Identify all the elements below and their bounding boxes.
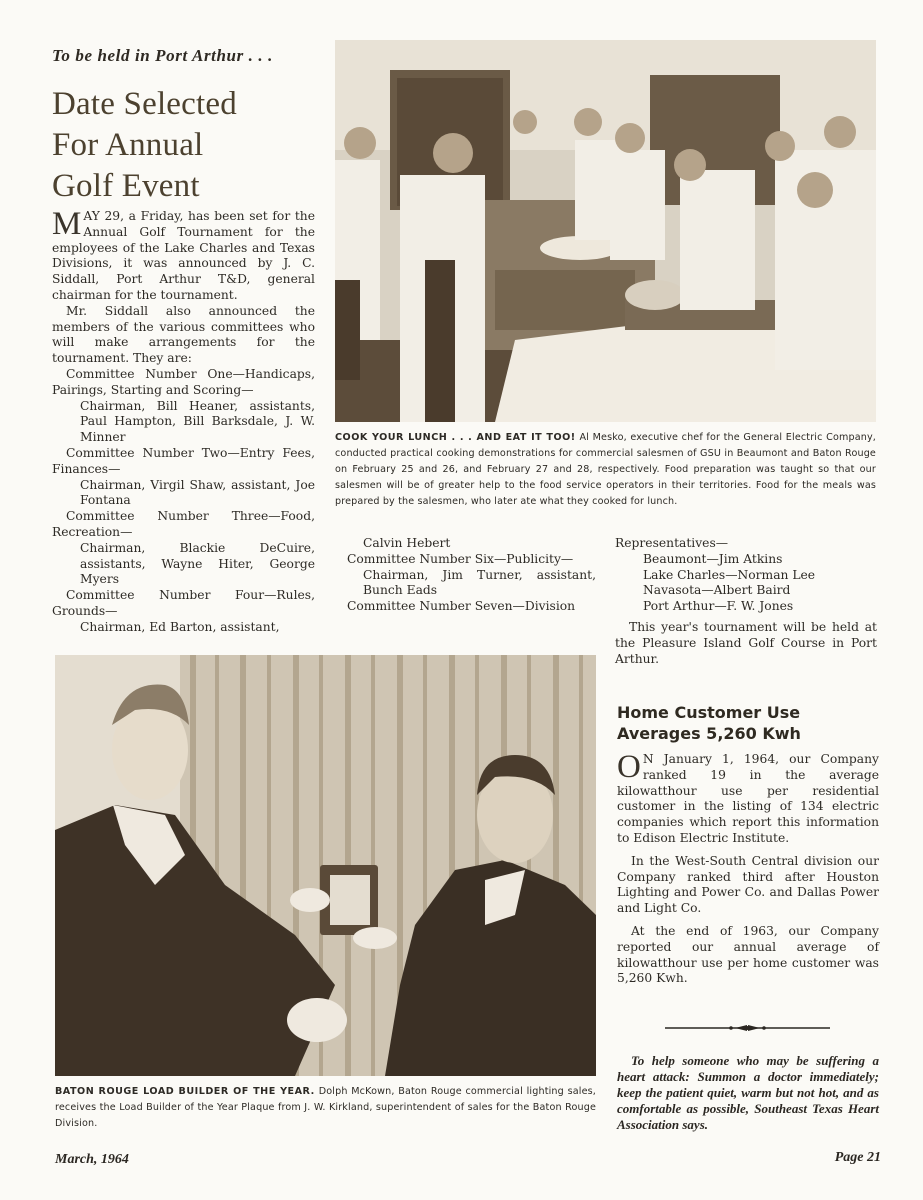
- committee-members: Chairman, Bill Heaner, assistants, Paul Hampton, Bill Barksdale, J. W. Minner: [80, 398, 315, 445]
- golf-article-column-2: [347, 536, 596, 615]
- committee-members: Calvin Hebert: [363, 536, 451, 550]
- committee-title: Committee Number Two—Entry Fees, Finances—: [52, 445, 315, 476]
- drop-cap: O: [617, 749, 641, 785]
- golf-article-column-3: [615, 536, 877, 667]
- caption-text: Al Mesko, executive chef for the General Electric Company, conducted practical cooking demonstrations for commercial salesmen of GSU in Beaumont and Baton Rouge on February 25 and 26, and February 27 and 28, respectively. Food preparation was taught so that our salesmen will be of greater help to the food service operators in their territories. Food for the meals was prepared by the salesmen, who later ate what they cooked for lunch.: [335, 432, 876, 507]
- page-number: Page 21: [834, 1150, 881, 1165]
- lead-paragraph: O N January 1, 1964, our Company ranked 19 in the average kilowatthour use per residential customer in the listing of 134 electric companies which report this information to Edison Electric Institute.: [617, 749, 879, 845]
- committee-title: Committee Number Six—Publicity—: [347, 551, 574, 566]
- cooking-demo-photo: [335, 40, 876, 422]
- caption-text: Dolph McKown, Baton Rouge commercial lighting sales, receives the Load Builder of the Year Plaque from J. W. Kirkland, superintendent of sales for the Baton Rouge Division.: [55, 1086, 596, 1129]
- committee-members: Chairman, Blackie DeCuire, assistants, Wayne Hiter, George Myers: [80, 540, 315, 587]
- lead-paragraph: MAY 29, a Friday, has been set for the Annual Golf Tournament for the employees of the Lake Charles and Texas Divisions, it was announced by J. C. Siddall, Port Arthur T&D, general chairman for the tournament.: [52, 206, 315, 302]
- paragraph: At the end of 1963, our Company reported our annual average of kilowatthour use per home customer was 5,260 Kwh.: [617, 923, 879, 986]
- kwh-article-headline: Home Customer Use Averages 5,260 Kwh: [617, 703, 801, 743]
- drop-cap: M: [52, 206, 82, 242]
- committee-title: Committee Number One—Handicaps, Pairings, Starting and Scoring—: [52, 366, 315, 397]
- headline-line: For Annual: [52, 127, 204, 163]
- award-photo-caption: [55, 1084, 596, 1132]
- caption-lead: BATON ROUGE LOAD BUILDER OF THE YEAR.: [55, 1086, 315, 1097]
- committee-title: Committee Number Four—Rules, Grounds—: [52, 588, 315, 618]
- photo-illustration: [55, 655, 596, 1076]
- award-photo: [55, 655, 596, 1076]
- representative-item: Navasota—Albert Baird: [643, 583, 791, 598]
- golf-article-column-1: [52, 206, 315, 636]
- representative-item: Beaumont—Jim Atkins: [643, 551, 783, 566]
- committee-title: Committee Number Seven—Division: [347, 599, 576, 614]
- ornament-divider: [665, 1018, 830, 1028]
- paragraph: In the West-South Central division our Company ranked third after Houston Lighting and Power Co. and Dallas Power and Light Co.: [617, 853, 879, 916]
- divider-ornament-icon: [665, 1023, 830, 1033]
- caption-lead: COOK YOUR LUNCH . . . AND EAT IT TOO!: [335, 432, 576, 443]
- cooking-photo-caption: [335, 430, 876, 510]
- committee-members: Chairman, Jim Turner, assistant, Bunch Eads: [363, 567, 596, 598]
- headline-line: Date Selected: [52, 86, 237, 122]
- page-title: [52, 84, 332, 207]
- article-kicker: To be held in Port Arthur . . .: [52, 46, 273, 65]
- committee-members: Chairman, Ed Barton, assistant,: [80, 619, 280, 634]
- heart-association-note: To help someone who may be suffering a heart attack: Summon a doctor immediately; keep the patient quiet, warm but not hot, and as comfortable as possible, Southeast Texas Heart Association says.: [617, 1053, 879, 1132]
- committee-title: Committee Number Three—Food, Recreation—: [52, 509, 315, 539]
- representatives-label: Representatives—: [615, 536, 729, 550]
- footer-date: March, 1964: [55, 1152, 129, 1167]
- kwh-article-body: [617, 749, 879, 987]
- photo-illustration: [335, 40, 876, 422]
- headline-line: Golf Event: [52, 168, 200, 204]
- paragraph: Mr. Siddall also announced the members of the various committees who will make arrangements for the tournament. They are:: [52, 303, 315, 366]
- paragraph: This year's tournament will be held at the Pleasure Island Golf Course in Port Arthur.: [615, 619, 877, 666]
- representative-item: Port Arthur—F. W. Jones: [643, 599, 794, 614]
- committee-members: Chairman, Virgil Shaw, assistant, Joe Fontana: [80, 477, 315, 508]
- representative-item: Lake Charles—Norman Lee: [643, 567, 816, 582]
